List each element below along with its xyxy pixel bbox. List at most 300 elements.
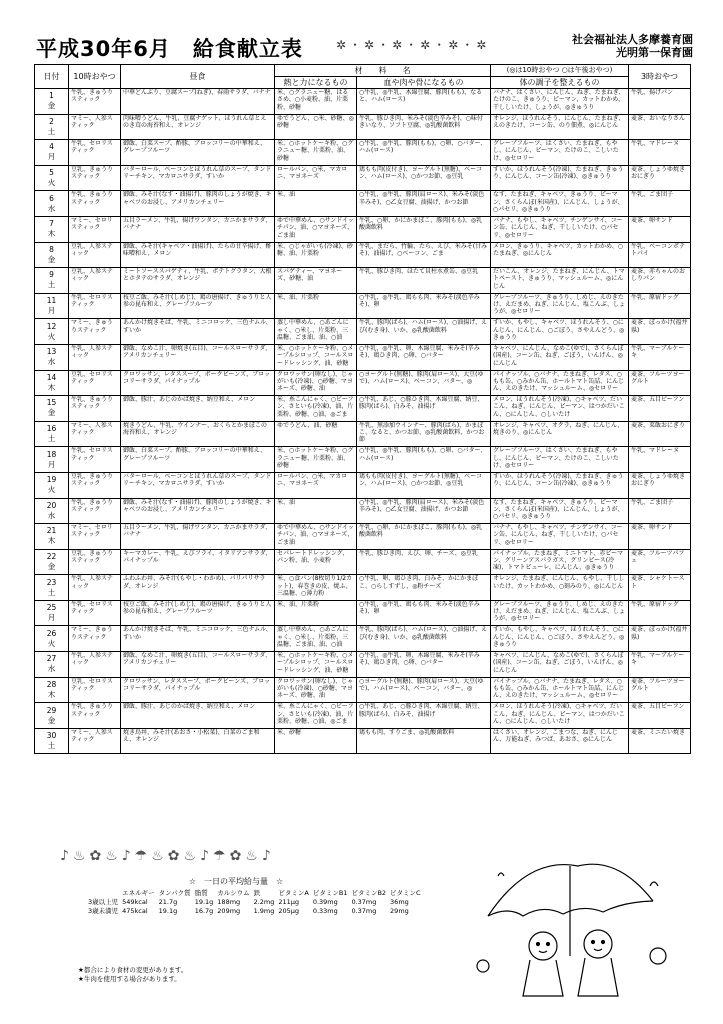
am-snack: 牛乳、きゅうりスティック bbox=[71, 703, 114, 718]
energy-ingredients: ロールパン、○米、マカロニ、マヨネーズ bbox=[277, 165, 348, 181]
day-number: 23 bbox=[46, 577, 57, 587]
lunch-menu: 肉味噌うどん、牛乳、豆腐ナゲット、ほうれん草とえのき茸の海苔和え、オレンジ bbox=[123, 114, 267, 129]
energy-ingredients: 米、糸こんにゃく、○ビーフン、さといも(冷凍)、油、片栗粉、砂糖、○油、◎ごま bbox=[277, 396, 354, 418]
menu-row bbox=[35, 268, 691, 294]
header-group-yellow: 血や肉や骨になるもの bbox=[357, 77, 491, 89]
date-cell bbox=[35, 370, 69, 396]
lunch-menu: あんかけ焼きそば、牛乳、ミニコロッケ、三色ナムル、すいか bbox=[123, 626, 272, 641]
energy-ingredients: スパゲティー、マヨネーズ、砂糖、油 bbox=[277, 268, 343, 283]
nutrition-value: 2.2mg bbox=[253, 898, 275, 906]
energy-ingredients: 米、○ホットケーキ粉、○グラニュー糖、片栗粉、油、砂糖 bbox=[277, 447, 354, 469]
weekday: 土 bbox=[47, 587, 56, 597]
menu-row bbox=[35, 396, 691, 422]
date-cell bbox=[35, 89, 69, 115]
protein-ingredients: ○牛乳、◎牛乳、木綿豆腐、豚肉(もも)、なると、ハム(ロース) bbox=[359, 89, 483, 104]
lunch-menu: 御飯、みそ汁(キャベツ・油揚げ)、たらの甘辛揚げ、酢味噌和え、メロン bbox=[123, 242, 272, 257]
pm-snack: 麦茶、ぽっかけ(福井県) bbox=[631, 319, 688, 334]
pm-snack: 牛乳、ごま団子 bbox=[631, 498, 674, 506]
am-snack: 牛乳、セロリスティック bbox=[71, 447, 113, 462]
date-cell bbox=[35, 626, 69, 652]
date-cell bbox=[35, 268, 69, 294]
vegetable-ingredients: バナナ、もやし、キャベツ、チンゲンサイ、コーン缶、にんじん、ねぎ、干ししいたけ、○パセリ、◎セロリー bbox=[493, 524, 623, 546]
header-pm-snack: 3時おやつ bbox=[629, 65, 691, 89]
day-number: 8 bbox=[49, 244, 54, 254]
children-umbrella-illustration bbox=[468, 846, 678, 1001]
day-number: 14 bbox=[46, 372, 57, 382]
decorative-divider: ♪♨✿♨♪☂♨✿♨♪☂✿♨♪ bbox=[60, 848, 275, 864]
header-date: 日付 bbox=[35, 65, 69, 89]
lunch-menu: あんかけ焼きそば、牛乳、ミニコロッケ、三色ナムル、すいか bbox=[123, 319, 272, 334]
energy-ingredients: 米、○食パン(8枚切り1/2カット)、春巻きの皮、焼ふ、三温糖、○薄力粉 bbox=[277, 575, 353, 597]
weekday: 土 bbox=[47, 280, 56, 290]
day-number: 25 bbox=[46, 603, 57, 613]
nutrition-header: ビタミンB2 bbox=[351, 889, 387, 897]
lunch-menu: 御飯、白菜スープ、酢豚、ブロッコリーの中華和え、グレープフルーツ bbox=[123, 447, 267, 462]
day-number: 22 bbox=[46, 551, 57, 561]
nutrition-value: 19.1g bbox=[158, 907, 178, 915]
vegetable-ingredients: グレープフルーツ、はくさい、たまねぎ、もやし、にんじん、ピーマン、たけのこ、こしいたけ、◎セロリー bbox=[493, 140, 619, 162]
lunch-menu: 五目ラーメン、牛乳、揚げワンタン、カニかまサラダ、バナナ bbox=[123, 524, 272, 539]
vegetable-ingredients: キャベツ、にんじん、なめこ(ゆで)、さくらんぼ(国産)、コーン缶、ねぎ、ごぼう、いんげん、◎にんじん bbox=[493, 652, 624, 674]
menu-row bbox=[35, 652, 691, 678]
pm-snack: 牛乳、マドレーヌ bbox=[631, 447, 680, 455]
day-number: 7 bbox=[49, 219, 54, 229]
protein-ingredients: ○牛乳、あじ、○豚ひき肉、木綿豆腐、納豆、豚肉(ばら)、白みそ、油揚げ bbox=[359, 396, 484, 411]
vegetable-ingredients: メロン、ほうれんそう(冷凍)、○キャベツ、だいこん、ねぎ、にんじん、ピーマン、はつかだいこん、○にんじん、○しいたけ bbox=[493, 703, 625, 725]
protein-ingredients: ○牛乳、◎牛乳、卵、木綿豆腐、米みそ(辛みそ)、鶏ひき肉、○卵、○バター bbox=[359, 652, 480, 667]
pm-snack: 麦茶、おいなりさん bbox=[631, 114, 686, 122]
am-snack: 豆乳、人参スティック bbox=[71, 242, 113, 257]
vegetable-ingredients: すいか、ほうれんそう(冷凍)、たまねぎ、きゅうり、にんじん、コーン缶(冷凍)、◎きゅうり bbox=[493, 472, 624, 488]
nutrition-box bbox=[86, 876, 421, 916]
day-number: 19 bbox=[46, 475, 57, 485]
nutrition-row-label: 3歳以上児 bbox=[88, 898, 119, 906]
am-snack: 豆乳、きゅうりスティック bbox=[71, 165, 114, 181]
weekday: 金 bbox=[47, 561, 56, 571]
menu-row bbox=[35, 216, 691, 242]
energy-ingredients: 米、油、片栗粉 bbox=[277, 600, 320, 608]
lunch-menu: 焼き鳥丼、みそ汁(あおさ・小松菜)、白菜のごま和え、オレンジ bbox=[123, 728, 260, 744]
date-cell bbox=[35, 447, 69, 473]
pm-snack: 麦茶、しょうゆ焼きおにぎり bbox=[631, 165, 686, 181]
protein-ingredients: 牛乳、豚肉(ばら)、ハム(ロース)、○油揚げ、えび(むき身)、いか、◎乳酸菌飲料 bbox=[359, 626, 488, 641]
date-cell bbox=[35, 472, 69, 498]
vegetable-ingredients: メロン、ほうれんそう(冷凍)、○キャベツ、だいこん、ねぎ、にんじん、ピーマン、はつかだいこん、○にんじん、○しいたけ bbox=[493, 396, 625, 418]
org-line-1: 社会福祉法人多摩養育園 bbox=[572, 33, 693, 46]
lunch-menu: バターロール、ベーコンとほうれん草のスープ、タンドリーチキン、マカロニサラダ、すいか bbox=[123, 472, 272, 488]
menu-row bbox=[35, 626, 691, 652]
energy-ingredients: 米、○じゃがいも(冷凍)、砂糖、油、片栗粉 bbox=[277, 242, 353, 257]
pm-snack: 牛乳、揚げパン bbox=[631, 89, 674, 96]
vegetable-ingredients: だいこん、オレンジ、たまねぎ、にんじん、トマトペースト、きゅうり、マッシュルーム、◎にんじん bbox=[493, 268, 625, 290]
vegetable-ingredients: バナナ、はくさい、にんじん、ねぎ、たまねぎ、たけのこ、きゅうり、ピーマン、カットわかめ、干ししいたけ、しょうが、◎きゅうり bbox=[493, 89, 625, 111]
am-snack: マミー、人参スティック bbox=[71, 421, 113, 437]
energy-ingredients: 米、油 bbox=[277, 191, 296, 199]
am-snack: マミー、セロリスティック bbox=[71, 216, 113, 232]
nutrition-table bbox=[86, 889, 423, 916]
menu-row bbox=[35, 89, 691, 115]
protein-ingredients: ○牛乳、卵、鶏ひき肉、白みそ、かにかまぼこ、○らしすずし、◎粉チーズ bbox=[359, 575, 479, 590]
am-snack: 牛乳、セロリスティック bbox=[71, 140, 113, 155]
vegetable-ingredients: はくさい、オレンジ、こまつな、ねぎ、にんじん、万能ねぎ、みつば、あおさ、◎にんじん bbox=[493, 728, 618, 744]
pm-snack: 麦茶、ミニたい焼き bbox=[631, 728, 686, 736]
menu-row bbox=[35, 498, 691, 524]
date-cell bbox=[35, 549, 69, 575]
protein-ingredients: 牛乳、○卵、かにかまぼこ、豚肉(もも)、◎乳酸菌飲料 bbox=[359, 216, 483, 232]
date-cell bbox=[35, 575, 69, 601]
lunch-menu: 中華どんぶり、豆腐スープ(ねぎ)、春雨サラダ、バナナ bbox=[123, 89, 271, 96]
date-cell bbox=[35, 524, 69, 550]
day-number: 1 bbox=[49, 91, 54, 101]
pm-snack: 牛乳、ベーコンポテトパイ bbox=[631, 242, 686, 257]
menu-row bbox=[35, 703, 691, 729]
am-snack: 豆乳、セロリスティック bbox=[71, 370, 113, 385]
am-snack: 牛乳、きゅうりスティック bbox=[71, 89, 114, 104]
date-cell bbox=[35, 319, 69, 345]
energy-ingredients: 米、砂糖 bbox=[277, 728, 302, 736]
protein-ingredients: 牛乳、豚ひき肉、米みそ(淡色辛みそ)、○味付きいなり、ソフト豆腐、◎乳酸菌飲料 bbox=[359, 114, 483, 129]
page-header bbox=[0, 0, 723, 62]
am-snack: 牛乳、セロリスティック bbox=[71, 293, 113, 309]
date-cell bbox=[35, 498, 69, 524]
am-snack: 牛乳、きゅうりスティック bbox=[71, 191, 114, 206]
note-line: ★牛肉を使用する場合があります。 bbox=[78, 975, 181, 983]
nutrition-header: 鉄 bbox=[253, 889, 261, 897]
day-number: 2 bbox=[49, 116, 54, 126]
day-number: 16 bbox=[46, 424, 57, 434]
date-cell bbox=[35, 344, 69, 370]
date-cell bbox=[35, 703, 69, 729]
nutrition-value: 1.9mg bbox=[253, 907, 275, 915]
nutrition-title: ☆ 一日の平均給与量 ☆ bbox=[188, 877, 284, 886]
energy-ingredients: ゆでうどん、○米、砂糖、◎砂糖 bbox=[277, 114, 354, 129]
energy-ingredients: 米、○ホットケーキ粉、○メープルシロップ、コールスロードレッシング、油、砂糖 bbox=[277, 652, 354, 674]
vegetable-ingredients: オレンジ、ほうれんそう、にんじん、たまねぎ、えのきたけ、コーン缶、のり佃煮、◎にんじん bbox=[493, 114, 625, 129]
date-cell bbox=[35, 140, 69, 166]
nutrition-header: ビタミンA bbox=[278, 889, 309, 897]
menu-row bbox=[35, 242, 691, 268]
menu-row bbox=[35, 421, 691, 447]
am-snack: 牛乳、セロリスティック bbox=[71, 600, 113, 616]
am-snack: 豆乳、きゅうりスティック bbox=[71, 472, 114, 488]
protein-ingredients: 牛乳、豚肉(ばら)、ハム(ロース)、○油揚げ、えび(むき身)、いか、◎乳酸菌飲料 bbox=[359, 319, 488, 334]
day-number: 11 bbox=[46, 296, 57, 306]
date-cell bbox=[35, 191, 69, 217]
energy-ingredients: ゆで中華めん、○サンドイッチパン、油、○マヨネーズ、ごま油 bbox=[277, 524, 354, 546]
vegetable-ingredients: すいか、ほうれんそう(冷凍)、たまねぎ、きゅうり、にんじん、コーン缶(冷凍)、◎きゅうり bbox=[493, 165, 624, 181]
day-number: 9 bbox=[49, 270, 54, 280]
vegetable-ingredients: すいか、もやし、キャベツ、ほうれんそう、○にんじん、にんじん、○ごぼう、さやえんどう、◎きゅうり bbox=[493, 319, 625, 341]
lunch-menu: バターロール、ベーコンとほうれん草のスープ、タンドリーチキン、マカロニサラダ、すいか bbox=[123, 165, 272, 181]
menu-row bbox=[35, 549, 691, 575]
am-snack: マミー、きゅうりスティック bbox=[71, 319, 113, 334]
menu-row bbox=[35, 370, 691, 396]
vegetable-ingredients: すいか、もやし、キャベツ、ほうれんそう、○にんじん、にんじん、○ごぼう、さやえんどう、◎きゅうり bbox=[493, 626, 625, 649]
energy-ingredients: 米、○グラニュー糖、はるさめ、○小麦粉、油、片栗粉、砂糖 bbox=[277, 89, 349, 111]
header-group-green: 体の調子を整えるもの bbox=[491, 77, 629, 89]
protein-ingredients: 牛乳、無添加ウインナー、豚肉(ばら)、かまぼこ、なると、かつお節、◎乳酸菌飲料、かつお節 bbox=[359, 421, 485, 444]
nutrition-value: 29mg bbox=[390, 907, 409, 915]
lunch-menu: 五目ラーメン、牛乳、揚げワンタン、カニかまサラダ、バナナ bbox=[123, 216, 272, 232]
lunch-menu: 御飯、なめこ汁、卵焼き(五目)、コールスローサラダ、アメリカンチェリー bbox=[123, 652, 271, 667]
pm-snack: 麦茶、フルーツヨーグルト bbox=[631, 677, 685, 692]
pm-snack: 麦茶、卵サンド bbox=[631, 524, 673, 532]
menu-table bbox=[34, 64, 691, 754]
weekday: 月 bbox=[47, 613, 56, 623]
menu-row bbox=[35, 319, 691, 345]
flower-decoration: ✲・✲・✲・✲・✲・✲ bbox=[336, 38, 490, 52]
menu-row bbox=[35, 677, 691, 703]
day-number: 28 bbox=[46, 679, 57, 689]
header-ingredients-note: (◎は10時おやつ ○は午後おやつ) bbox=[491, 65, 629, 77]
nutrition-value: 36mg bbox=[390, 898, 409, 906]
day-number: 21 bbox=[46, 526, 57, 536]
lunch-menu: 御飯、白菜スープ、酢豚、ブロッコリーの中華和え、グレープフルーツ bbox=[123, 140, 267, 155]
protein-ingredients: ○牛乳、あじ、○豚ひき肉、木綿豆腐、納豆、豚肉(ばら)、白みそ、油揚げ bbox=[359, 703, 484, 718]
energy-ingredients: ロールパン、○米、マカロニ、マヨネーズ bbox=[277, 472, 348, 488]
am-snack: マミー、人参スティック bbox=[71, 114, 113, 129]
protein-ingredients: ○ヨーグルト(無糖)、豚肉(肩ロース)、大豆(ゆで)、ハム(ロース)、ベーコン、バター、◎ bbox=[359, 677, 484, 692]
nutrition-header: ビタミンC bbox=[390, 889, 421, 897]
day-number: 13 bbox=[46, 347, 57, 357]
day-number: 20 bbox=[46, 500, 57, 510]
protein-ingredients: ○牛乳、◎牛乳、卵、木綿豆腐、米みそ(辛みそ)、鶏ひき肉、○卵、○バター bbox=[359, 344, 480, 360]
date-cell bbox=[35, 728, 69, 754]
org-line-2: 光明第一保育園 bbox=[616, 46, 693, 59]
pm-snack: 牛乳、原宿ドッグ bbox=[631, 293, 679, 301]
energy-ingredients: 米、油 bbox=[277, 498, 296, 506]
weekday: 月 bbox=[47, 459, 56, 469]
pm-snack: 麦茶、赤ちゃんのおしりパン bbox=[631, 268, 686, 283]
organization-name bbox=[572, 33, 693, 59]
am-snack: 牛乳、人参スティック bbox=[71, 652, 113, 667]
pm-snack: 麦茶、しょうゆ焼きおにぎり bbox=[631, 472, 686, 488]
protein-ingredients: ○ヨーグルト(無糖)、豚肉(肩ロース)、大豆(ゆで)、ハム(ロース)、ベーコン、バター、◎ bbox=[359, 370, 484, 385]
energy-ingredients: セパレートドレッシング、パン粉、油、小麦粉 bbox=[277, 549, 349, 564]
weekday: 木 bbox=[47, 229, 56, 239]
nutrition-header: 脂質 bbox=[194, 889, 208, 897]
pm-snack: 麦茶、フルーツパフェ bbox=[631, 549, 685, 564]
protein-ingredients: 鶏もも肉(皮付き)、ヨーグルト(無糖)、ベーコン、ハム(ロース)、○かつお節、◎豆乳 bbox=[359, 472, 483, 488]
pm-snack: 麦茶、五目ビーフン bbox=[631, 703, 685, 711]
vegetable-ingredients: オレンジ、たまねぎ、にんじん、もやし、干ししいたけ、カットわかめ、○刻みのり、◎にんじん bbox=[493, 575, 625, 590]
weekday: 月 bbox=[47, 306, 56, 316]
weekday: 火 bbox=[47, 178, 56, 188]
nutrition-header: カルシウム bbox=[217, 889, 250, 897]
protein-ingredients: ○牛乳、◎牛乳、鶏もも肉、米みそ(淡色辛みそ)、卵 bbox=[359, 293, 480, 309]
menu-row bbox=[35, 344, 691, 370]
day-number: 4 bbox=[49, 142, 54, 152]
date-cell bbox=[35, 600, 69, 626]
energy-ingredients: クロワッサン(卵なし)、じゃがいも(冷凍)、○砂糖、マヨネーズ、砂糖、油 bbox=[277, 370, 354, 393]
weekday: 火 bbox=[47, 638, 56, 648]
weekday: 水 bbox=[47, 664, 56, 674]
nutrition-value: 16.7g bbox=[194, 907, 214, 915]
weekday: 木 bbox=[47, 382, 56, 392]
am-snack: 豆乳、セロリスティック bbox=[71, 677, 113, 692]
lunch-menu: 御飯、豚汁、あじのかば焼き、納豆和え、メロン bbox=[123, 703, 256, 711]
date-cell bbox=[35, 396, 69, 422]
weekday: 土 bbox=[47, 434, 56, 444]
date-cell bbox=[35, 677, 69, 703]
page-title: 平成30年6月 給食献立表 bbox=[36, 37, 303, 61]
am-snack: マミー、セロリスティック bbox=[71, 524, 113, 539]
pm-snack: 麦茶、菜飯おにぎり bbox=[631, 421, 686, 429]
protein-ingredients: 鶏もも肉(皮付き)、ヨーグルト(無糖)、ベーコン、ハム(ロース)、○かつお節、◎豆乳 bbox=[359, 165, 483, 181]
nutrition-value: 549kcal bbox=[122, 898, 148, 906]
vegetable-ingredients: パイナップル、○バナナ、たまねぎ、レタス、○もも缶、○みかん缶、ホールトマト缶詰、にんじん、えのきたけ、マッシュルーム、◎セロリー bbox=[493, 677, 625, 700]
vegetable-ingredients: グレープフルーツ、きゅうり、しめじ、えのきたけ、えだまめ、ねぎ、にんじん、塩こんぶ、しょうが、◎セロリー bbox=[493, 600, 626, 623]
vegetable-ingredients: オレンジ、キャベツ、オクラ、ねぎ、にんじん、焼きのり、◎にんじん bbox=[493, 421, 624, 437]
date-cell bbox=[35, 216, 69, 242]
vegetable-ingredients: パイナップル、たまねぎ、ミニトマト、赤ピーマン、グリーンアスパラガス、グリンピース(冷凍)、トマトピューレ、にんじん、◎きゅうり bbox=[493, 549, 624, 572]
weekday: 木 bbox=[47, 689, 56, 699]
weekday: 火 bbox=[47, 331, 56, 341]
date-cell bbox=[35, 114, 69, 140]
nutrition-value: 19.1g bbox=[194, 898, 214, 906]
protein-ingredients: 牛乳、○卵、かにかまぼこ、豚肉(もも)、◎乳酸菌飲料 bbox=[359, 524, 483, 539]
day-number: 6 bbox=[49, 193, 54, 203]
pm-snack: 麦茶、フルーツヨーグルト bbox=[631, 370, 685, 385]
menu-row bbox=[35, 293, 691, 319]
am-snack: 牛乳、人参スティック bbox=[71, 575, 113, 590]
nutrition-header: タンパク質 bbox=[158, 889, 191, 897]
day-number: 18 bbox=[46, 449, 57, 459]
nutrition-header: ビタミンB1 bbox=[312, 889, 348, 897]
day-number: 26 bbox=[46, 628, 57, 638]
weekday: 水 bbox=[47, 203, 56, 213]
protein-ingredients: ○牛乳、◎牛乳、豚肉(もも)、○卵、○バター、ハム(ロース) bbox=[359, 140, 487, 155]
protein-ingredients: 鶏もも肉、すりごま、◎乳酸菌飲料 bbox=[359, 728, 455, 736]
nutrition-value: 188mg bbox=[217, 898, 241, 906]
am-snack: 牛乳、人参スティック bbox=[71, 344, 113, 360]
lunch-menu: 枝豆ご飯、みそ汁(しめじ)、鶏の唐揚げ、きゅうりと人参の昆布和え、グレープフルーツ bbox=[123, 600, 272, 616]
weekday: 金 bbox=[47, 254, 56, 264]
am-snack: 豆乳、人参スティック bbox=[71, 268, 113, 283]
menu-row bbox=[35, 447, 691, 473]
lunch-menu: 御飯、みそ汁(なす・油揚げ)、豚肉のしょうが焼き、キャベツのお浸し、アメリカンチェリー bbox=[123, 191, 272, 206]
weekday: 水 bbox=[47, 357, 56, 367]
pm-snack: 牛乳、原宿ドッグ bbox=[631, 600, 679, 608]
day-number: 15 bbox=[46, 398, 57, 408]
weekday: 木 bbox=[47, 536, 56, 546]
menu-row bbox=[35, 472, 691, 498]
pm-snack: 牛乳、マーブルケーキ bbox=[631, 652, 685, 667]
lunch-menu: 御飯、なめこ汁、卵焼き(五目)、コールスローサラダ、アメリカンチェリー bbox=[123, 344, 271, 360]
energy-ingredients: ゆでうどん、油、砂糖 bbox=[277, 421, 338, 429]
pm-snack: 牛乳、マドレーヌ bbox=[631, 140, 680, 148]
menu-row bbox=[35, 114, 691, 140]
am-snack: マミー、人参スティック bbox=[71, 728, 113, 744]
date-cell bbox=[35, 421, 69, 447]
nutrition-value: 0.33mg bbox=[312, 907, 338, 915]
weekday: 月 bbox=[47, 152, 56, 162]
vegetable-ingredients: なす、たまねぎ、キャベツ、きゅうり、ピーマン、さくらんぼ(米国産)、にんじん、しょうが、○パセリ、◎きゅうり bbox=[493, 498, 624, 521]
protein-ingredients: ○牛乳、◎牛乳、豚肉(肩ロース)、米みそ(淡色辛みそ)、○乙女豆腐、油揚げ、かつお節 bbox=[359, 498, 485, 513]
day-number: 30 bbox=[46, 731, 57, 741]
weekday: 土 bbox=[47, 126, 56, 136]
header-lunch: 昼食 bbox=[121, 65, 275, 89]
lunch-menu: クロワッサン、レタススープ、ポークビーンズ、ブロッコリーサラダ、パイナップル bbox=[123, 370, 271, 385]
nutrition-value: 211μg bbox=[278, 898, 300, 906]
am-snack: マミー、きゅうりスティック bbox=[71, 626, 113, 641]
lunch-menu: 枝豆ご飯、みそ汁(しめじ)、鶏の唐揚げ、きゅうりと人参の昆布和え、グレープフルーツ bbox=[123, 293, 272, 309]
weekday: 金 bbox=[47, 408, 56, 418]
nutrition-header: エネルギー bbox=[122, 889, 155, 897]
vegetable-ingredients: なす、たまねぎ、キャベツ、きゅうり、ピーマン、さくらんぼ(米国産)、にんじん、しょうが、○パセリ、◎きゅうり bbox=[493, 191, 624, 213]
day-number: 29 bbox=[46, 705, 57, 715]
nutrition-value: 209mg bbox=[217, 907, 241, 915]
protein-ingredients: ○牛乳、◎牛乳、豚肉(肩ロース)、米みそ(淡色辛みそ)、○乙女豆腐、油揚げ、かつお節 bbox=[359, 191, 485, 206]
lunch-menu: ミートソーススパゲティ、牛乳、ポテトグラタン、大根とホタテのサラダ、オレンジ bbox=[123, 268, 272, 283]
pm-snack: 麦茶、シャケトースト bbox=[631, 575, 685, 590]
am-snack: 牛乳、きゅうりスティック bbox=[71, 498, 114, 513]
day-number: 12 bbox=[46, 321, 57, 331]
pm-snack: 麦茶、卵サンド bbox=[631, 216, 673, 224]
header-ingredients: 材 料 名 bbox=[275, 65, 491, 77]
menu-body bbox=[35, 89, 691, 754]
lunch-menu: ふわふわ丼、みそ汁(もやし・わかめ)、パリパリサラダ、オレンジ bbox=[123, 575, 266, 590]
lunch-menu: クロワッサン、レタススープ、ポークビーンズ、ブロッコリーサラダ、パイナップル bbox=[123, 677, 271, 692]
vegetable-ingredients: キャベツ、にんじん、なめこ(ゆで)、さくらんぼ(国産)、コーン缶、ねぎ、ごぼう、いんげん、◎にんじん bbox=[493, 344, 624, 367]
weekday: 水 bbox=[47, 510, 56, 520]
weekday: 土 bbox=[47, 741, 56, 751]
weekday: 金 bbox=[47, 101, 56, 111]
weekday: 火 bbox=[47, 485, 56, 495]
vegetable-ingredients: グレープフルーツ、はくさい、たまねぎ、もやし、にんじん、ピーマン、たけのこ、こしいたけ、◎セロリー bbox=[493, 447, 619, 469]
energy-ingredients: ゆで中華めん、○サンドイッチパン、油、○マヨネーズ、ごま油 bbox=[277, 216, 354, 239]
protein-ingredients: ○牛乳、◎牛乳、豚肉(もも)、○卵、○バター、ハム(ロース) bbox=[359, 447, 487, 462]
pm-snack: 麦茶、五目ビーフン bbox=[631, 396, 685, 404]
nutrition-value: 475kcal bbox=[122, 907, 148, 915]
notes bbox=[78, 966, 187, 984]
protein-ingredients: 牛乳、豚ひき肉、えび、卵、チーズ、◎豆乳 bbox=[359, 549, 478, 557]
energy-ingredients: 蒸し中華めん、○あごんにゃく、○米し、片栗粉、三温糖、ごま油、油、○油 bbox=[277, 626, 349, 649]
day-number: 5 bbox=[49, 168, 54, 178]
menu-row bbox=[35, 524, 691, 550]
date-cell bbox=[35, 165, 69, 191]
lunch-menu: 御飯、豚汁、あじのかば焼き、納豆和え、メロン bbox=[123, 396, 256, 404]
energy-ingredients: 米、糸こんにゃく、○ビーフン、さといも(冷凍)、油、片栗粉、砂糖、○油、◎ごま bbox=[277, 703, 354, 725]
am-snack: 牛乳、きゅうりスティック bbox=[71, 396, 114, 411]
energy-ingredients: 米、油、片栗粉 bbox=[277, 293, 320, 301]
nutrition-value: 205μg bbox=[278, 907, 300, 915]
pm-snack: 麦茶、ぽっかけ(福井県) bbox=[631, 626, 688, 641]
menu-row bbox=[35, 165, 691, 191]
nutrition-row-label: 3歳未満児 bbox=[88, 907, 119, 915]
vegetable-ingredients: メロン、きゅうり、キャベツ、カットわかめ、○たまねぎ、◎にんじん bbox=[493, 242, 624, 257]
am-snack: 豆乳、きゅうりスティック bbox=[71, 549, 114, 564]
energy-ingredients: 米、○ホットケーキ粉、○グラニュー糖、片栗粉、油、砂糖 bbox=[277, 140, 354, 162]
header-group-red: 熱と力になるもの bbox=[275, 77, 357, 89]
date-cell bbox=[35, 652, 69, 678]
vegetable-ingredients: パイナップル、○バナナ、たまねぎ、レタス、○もも缶、○みかん缶、ホールトマト缶詰、にんじん、えのきたけ、マッシュルーム、◎セロリー bbox=[493, 370, 625, 393]
day-number: 27 bbox=[46, 654, 57, 664]
vegetable-ingredients: グレープフルーツ、きゅうり、しめじ、えのきたけ、えだまめ、ねぎ、にんじん、塩こんぶ、しょうが、◎セロリー bbox=[493, 293, 626, 316]
lunch-menu: 焼きうどん、牛乳、ウインナー、おくらとかまぼこの海苔和え、オレンジ bbox=[123, 421, 267, 437]
lunch-menu: 御飯、みそ汁(なす・油揚げ)、豚肉のしょうが焼き、キャベツのお浸し、アメリカンチェリー bbox=[123, 498, 272, 513]
date-cell bbox=[35, 242, 69, 268]
menu-row bbox=[35, 191, 691, 217]
menu-row bbox=[35, 140, 691, 166]
energy-ingredients: 蒸し中華めん、○あごんにゃく、○米し、片栗粉、三温糖、ごま油、油、○油 bbox=[277, 319, 349, 341]
nutrition-value: 0.37mg bbox=[351, 898, 377, 906]
nutrition-value: 0.37mg bbox=[351, 907, 377, 915]
pm-snack: 牛乳、マーブルケーキ bbox=[631, 344, 685, 360]
protein-ingredients: ○牛乳、◎牛乳、鶏もも肉、米みそ(淡色辛みそ)、卵 bbox=[359, 600, 480, 616]
menu-row bbox=[35, 575, 691, 601]
nutrition-value: 0.39mg bbox=[312, 898, 338, 906]
